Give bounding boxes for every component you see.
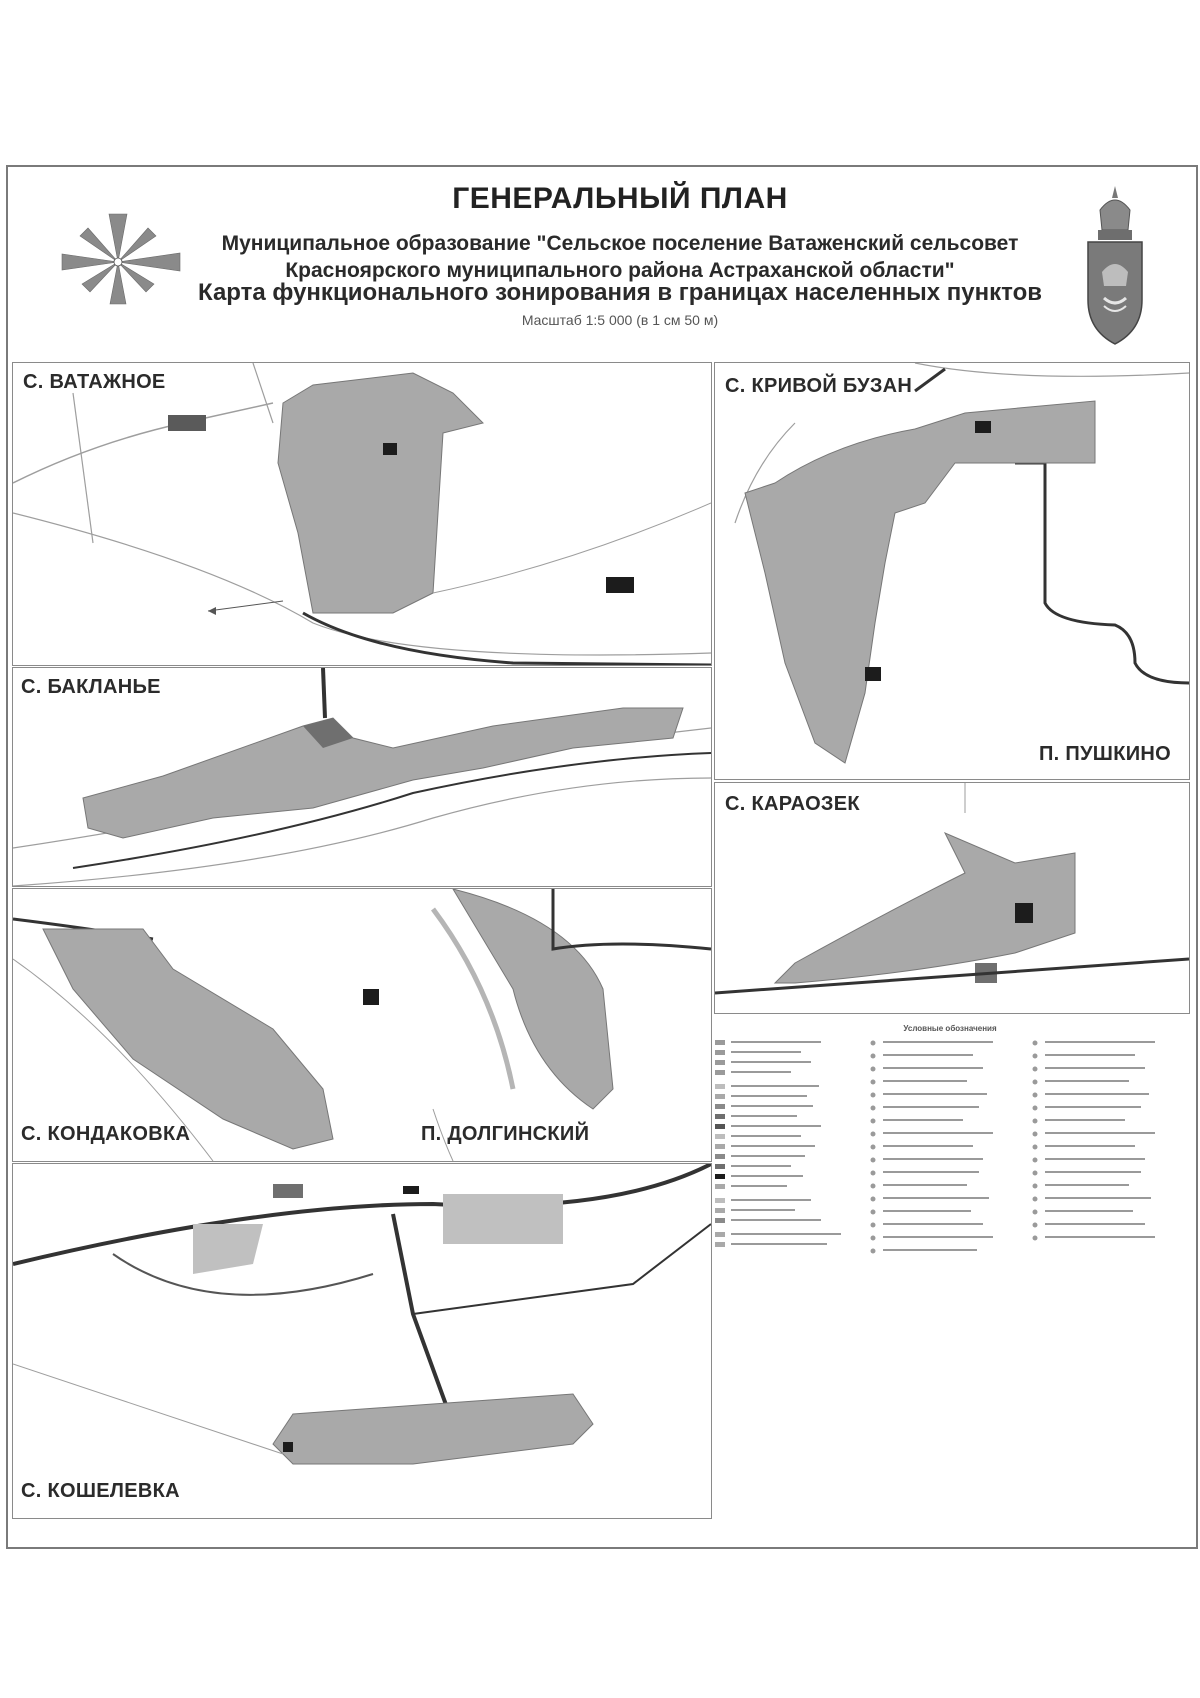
legend-title: Условные обозначения	[903, 1024, 997, 1033]
label-dolginsky: П. ДОЛГИНСКИЙ	[421, 1123, 590, 1145]
panel-kondakovka	[12, 888, 712, 1162]
map-koshelevka	[13, 1164, 711, 1518]
coat-of-arms-emblem	[1082, 180, 1148, 350]
label-vatazhnoe: С. ВАТАЖНОЕ	[23, 371, 166, 393]
label-baklanye: С. БАКЛАНЬЕ	[21, 676, 161, 698]
page-subtitle	[190, 230, 1050, 284]
panel-baklanye	[12, 667, 712, 887]
page-title: ГЕНЕРАЛЬНЫЙ ПЛАН	[452, 182, 788, 215]
label-pushkino: П. ПУШКИНО	[1039, 743, 1171, 765]
panel-koshelevka	[12, 1163, 712, 1519]
map-title: Карта функционального зонирования в границах населенных пунктов	[198, 279, 1042, 306]
map-baklanye	[13, 668, 711, 886]
label-koshelevka: С. КОШЕЛЕВКА	[21, 1480, 180, 1502]
map-kondakovka	[13, 889, 711, 1161]
subtitle-line-2: Красноярского муниципального района Астраханской области"	[285, 259, 955, 282]
map-scale: Масштаб 1:5 000 (в 1 см 50 м)	[521, 312, 719, 328]
label-krivoy-buzan: С. КРИВОЙ БУЗАН	[725, 375, 913, 397]
legend	[715, 1020, 1175, 1350]
legend-entries	[715, 1040, 1175, 1370]
subtitle-line-1: Муниципальное образование "Сельское поселение Ватаженский сельсовет	[221, 232, 1019, 255]
map-karaozek	[715, 783, 1189, 1013]
label-kondakovka: С. КОНДАКОВКА	[21, 1123, 191, 1145]
map-vatazhnoe	[13, 363, 711, 665]
label-karaozek: С. КАРАОЗЕК	[725, 793, 860, 815]
panel-karaozek	[714, 782, 1190, 1014]
panel-vatazhnoe	[12, 362, 712, 666]
panel-krivoy-buzan	[714, 362, 1190, 780]
map-krivoy-buzan	[715, 363, 1189, 779]
